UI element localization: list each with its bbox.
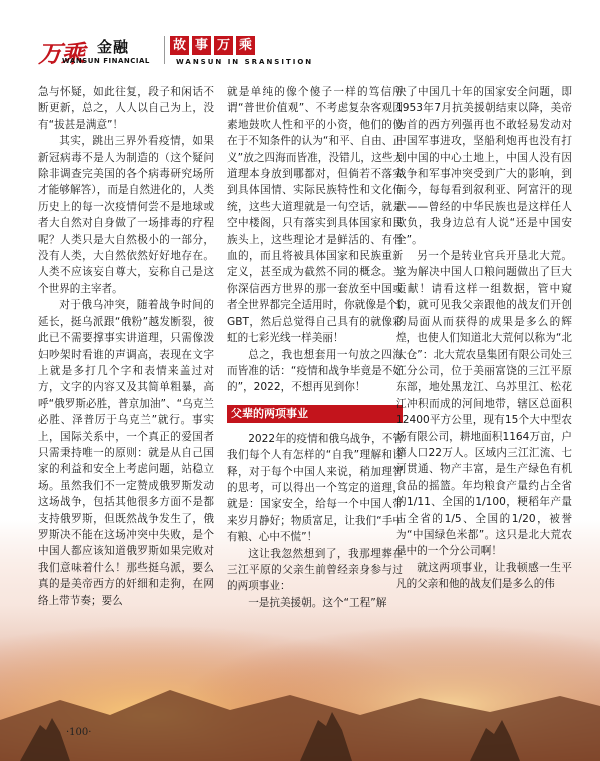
paragraph: 2022年的疫情和俄乌战争，不管我们每个人有怎样的“自我”理解和诠释，对于每个中国人来说，稍加理智的思考，可以得出一个笃定的道理，就是：国家安全，给每一个中国人带来岁月静好；物质富足，让我们“手中有粮、心中不慌”！ <box>227 432 403 544</box>
paragraph: 急与怀疑，如此往复，段子和闲话不断更新，总之，人人以自己为上，没有“拔甚是满意”！ <box>38 86 214 131</box>
paragraph: 一是抗美援朝。这个“工程”解 <box>248 596 387 609</box>
section-heading: 父辈的两项事业 <box>227 405 403 423</box>
paragraph: 对于俄乌冲突，随着战争时间的延长，挺乌派跟“俄粉”越发断裂，彼此已不需要撑事实讲道理，只需像泼妇吵架时看谁的声调高，表现在文字上就是多打几个字和表情来盖过对方，文字的内容又及其简单粗暴，高呼“俄罗斯必胜，普京加油”、“乌克兰必胜、泽普厉于乌克兰”就行。事实上，国际关系中，一个真正的爱国者只需秉持唯一的原则：就是从自己国家的利益和安全上考虑问题，站稳立场。虽然我们不一定赞成俄罗斯发动这场战争，包括其他很多方面不是都支持俄罗斯，但既然战争发生了，俄罗斯决不能在这场冲突中失败，是个中国人都应该知道俄罗斯如果完败对我们意味着什么！那些挺乌派，要么真的是美帝西方的奸细和走狗，在网络上带节奏；要么 <box>38 299 214 607</box>
column-title-char: 乘 <box>236 36 255 55</box>
paragraph: 这让我忽然想到了，我那埋葬在三江平原的父亲生前曾经亲身参与过的两项事业： <box>227 547 403 593</box>
column-title-char: 万 <box>214 36 233 55</box>
paragraph: 决了中国几十年的国家安全问题，即1953年7月抗美援朝结束以降，美帝为首的西方列强再也不敢轻易发动对中国军事进攻，坚船利炮再也没有打到中国的中心土地上，中国人没有因战争和军事冲突受到广大的影响，到而今，每每看到叙利亚、阿富汗的现状——曾经的中华民族也是这样任人欺负，我身边总有人说“还是中国安全”。 <box>396 86 572 246</box>
column-title-char: 故 <box>170 36 189 55</box>
paragraph: 就这两项事业，让我顿感一生平凡的父亲和他的战友们是多么的伟 <box>396 561 572 591</box>
paragraph: 另一个是转业官兵开垦北大荒。这为解决中国人口粮问题做出了巨大贡献！请看这样一组数据，管中窥豹，就可见我父亲跟他的战友们开创的局面从而获得的成果是多么的辉煌，也使人们知道北大荒何以称为“北大仓”：北大荒农垦集团有限公司处三江分公司，位于美丽富饶的三江平原东部，地处黑龙江、乌苏里江、松花江冲积而成的河间地带，辖区总面积12400平方公里，现有15个大中型农场有限公司，耕地面积1164万亩，户籍人口22万人。区域内三江汇流、七河贯通、物产丰富，是生产绿色有机食品的摇篮。年均粮食产量约占全省的1/11、全国的1/100，粳稻年产量占全省的1/5、全国的1/20，被誉为“中国绿色米都”。这只是北大荒农垦中的一个分公司啊！ <box>396 250 572 558</box>
page-number: ·100· <box>66 727 92 738</box>
paragraph: 总之，我也想套用一句放之四海而皆准的话：“疫情和战争毕竟是不好的”，2022，不想再见到你！ <box>227 348 403 394</box>
text-column-3 <box>396 84 572 593</box>
magazine-logo-mark: 万乘 <box>38 39 84 68</box>
magazine-logo-text: 金融 <box>97 38 130 56</box>
text-column-1 <box>38 84 214 609</box>
magazine-logo-english: WANSUN FINANCIAL <box>62 57 150 65</box>
column-subtitle: WANSUN IN SRANSITION <box>176 58 314 66</box>
column-title-char: 事 <box>192 36 211 55</box>
paragraph: 就是单纯的像个傻子一样的笃信所谓“普世价值观”、不考虑复杂客观因素地鼓吹人性和平的小资，他们的傻在于不知条件的认为“和平、自由、正义”放之四海而皆准，没错儿，这些大道理本身放到哪都对，但倘若不落实到具体国情、实际民族特性和文化传统，这些大道理就是一句空话，就是空中楼阁，只有落实到具体国家和民族头上，这些理论才是鲜活的、有骨血的，而且将被具体国家和民族重新定义，甚至成为截然不同的概念。当你深信西方世界的那一套放至中国或者全世界都完全适用时，你就像是个LGBT，然后总觉得自己具有的就像彩虹的七彩光线一样美丽！ <box>227 86 403 345</box>
paragraph: 其实，跳出三界外看疫情，如果新冠病毒不是人为制造的（这个疑问除非调查完美国的各个病毒研究场所才能够解答），而是自然进化的，人类历史上的每一次疫情何尝不是地球或者大自然对自身做了一场排毒的疗程呢？人类只是大自然极小的一部分，没有人类，大自然依然好好地存在。人类不应该妄自尊大，妄称自己是这个世界的主宰者。 <box>38 135 214 295</box>
text-column-2 <box>227 84 403 611</box>
